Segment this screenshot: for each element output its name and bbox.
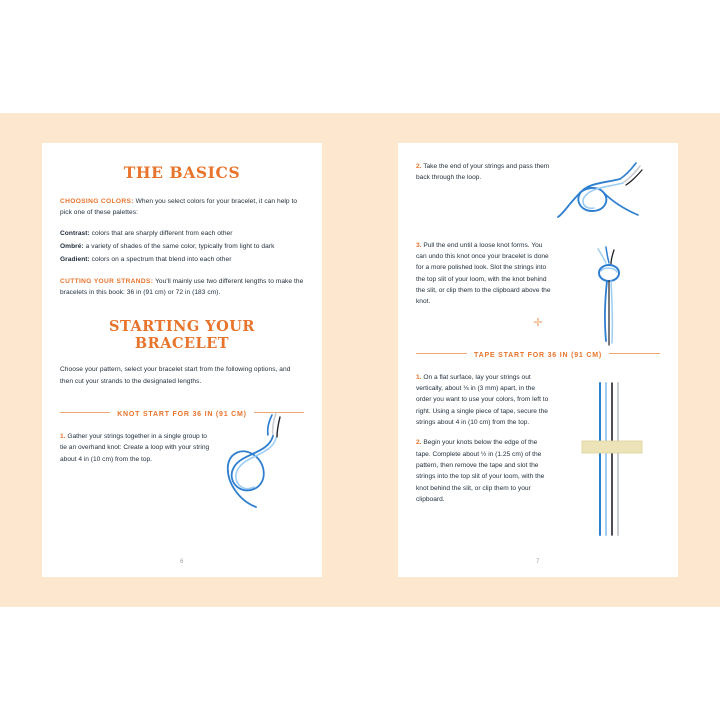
palette-list (60, 228, 304, 266)
palette-item-ombre (60, 241, 304, 252)
palette-term-contrast: Contrast: (60, 229, 90, 237)
plus-divider-icon: ✛ (533, 316, 543, 329)
folio-right: 7 (536, 559, 540, 565)
tape-step-1-number: 1. (416, 373, 422, 381)
right-page (398, 143, 678, 577)
choosing-colors-lead: CHOOSING COLORS: (60, 198, 134, 205)
step-2-right (416, 161, 552, 184)
tape-step-1 (416, 372, 552, 429)
knot-start-heading-label: KNOT START FOR 36 IN (91 CM) (110, 411, 254, 418)
tape-step-2-text: Begin your knots below the edge of the tape. Complete about ½ in (1.25 cm) of the pattern, then remove the tape and slot the strings into the top slit of your loom, with the knot behind the slit, or clip them to your clipboard. (416, 439, 545, 503)
choosing-colors-paragraph (60, 196, 304, 219)
page-title-the-basics: THE BASICS (123, 163, 241, 182)
step-2-text: Take the end of your strings and pass them back through the loop. (416, 163, 550, 182)
step-1-text: Gather your strings together in a single group to tie an overhand knot: Create a loop with your string about 4 in (10 cm) from the top. (60, 432, 210, 463)
tape-step-2 (416, 437, 552, 505)
cutting-strands-paragraph (60, 276, 304, 299)
step-3-number: 3. (416, 241, 422, 249)
palette-desc-ombre: a variety of shades of the same color, typically from light to dark (83, 242, 275, 250)
palette-desc-gradient: colors on a spectrum that blend into each other (89, 256, 232, 264)
step-1-number: 1. (60, 432, 66, 440)
tape-start-heading (416, 344, 660, 362)
step-1-left (60, 431, 212, 465)
right-page-content (416, 157, 660, 545)
folio-left: 6 (180, 559, 184, 565)
figure-pass-through-loop (554, 157, 658, 239)
palette-item-gradient (60, 254, 304, 265)
palette-term-gradient: Gradient: (60, 256, 90, 264)
palette-term-ombre: Ombré: (60, 242, 84, 250)
step-3-right (416, 240, 552, 308)
cutting-strands-lead: CUTTING YOUR STRANDS: (60, 277, 154, 285)
left-page-content (60, 157, 304, 545)
step-3-text: Pull the end until a loose knot forms. You can undo this knot once your bracelet is done for a more polished look. Slot the strings into the top slit of your loom, with the knot behind the slit, or clip them to the clipboard above the knot. (416, 241, 551, 306)
step-2-number: 2. (416, 163, 422, 170)
book-spread (0, 113, 720, 607)
starting-paragraph: Choose your pattern, select your bracelet start from the following options, and then cut your strands to the designated lengths. (60, 366, 291, 385)
figure-tape-start (566, 379, 658, 539)
section-title-starting-your-bracelet: STARTING YOUR BRACELET (109, 318, 255, 353)
left-page (42, 143, 322, 577)
tape-step-2-number: 2. (416, 439, 422, 447)
palette-desc-contrast: colors that are sharply different from each other (89, 229, 233, 237)
cutting-strands-text: You'll mainly use two different lengths to make the bracelets in this book: 36 in (91 cm) or 72 in (183 cm). (60, 277, 304, 296)
tape-start-heading-label: TAPE START FOR 36 IN (91 CM) (467, 352, 609, 359)
figure-tight-knot (568, 245, 654, 357)
choosing-colors-text: When you select colors for your bracelet, it can help to pick one of these palettes: (60, 198, 298, 217)
tape-step-1-text: On a flat surface, lay your strings out vertically, about ⅛ in (3 mm) apart, in the order you want to use your colors, from left to right. Using a single piece of tape, secure the strings about 4 in (10 cm) from the top. (416, 373, 549, 426)
palette-item-contrast (60, 228, 304, 239)
figure-loop-illustration (210, 409, 302, 519)
